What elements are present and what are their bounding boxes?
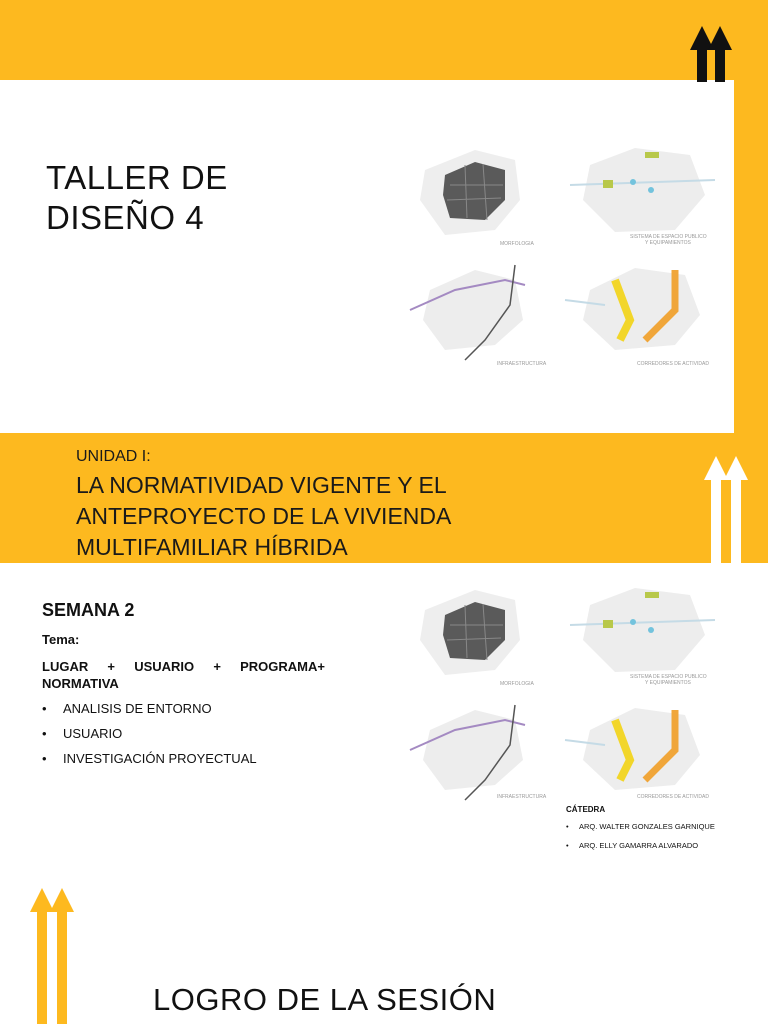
- list-item: • ANALISIS DE ENTORNO: [42, 701, 212, 716]
- unit-title: [76, 470, 496, 563]
- double-arrow-icon-yellow: [26, 882, 78, 1024]
- list-item: • ARQ. ELLY GAMARRA ALVARADO: [566, 841, 699, 850]
- map-label-morphology: MORFOLOGIA: [500, 241, 534, 247]
- list-item: • USUARIO: [42, 726, 123, 741]
- week-heading: SEMANA 2: [42, 600, 135, 620]
- title-line-2: DISEÑO 4: [46, 199, 205, 236]
- unit-title-line-1: LA NORMATIVIDAD VIGENTE Y EL: [76, 472, 447, 498]
- list-item: • ARQ. WALTER GONZALES GARNIQUE: [566, 822, 715, 831]
- infrastructure-map: [410, 265, 547, 367]
- topic-word: PROGRAMA+: [240, 659, 325, 674]
- faculty-label: CÁTEDRA: [566, 805, 606, 814]
- map-label-infrastructure: INFRAESTRUCTURA: [497, 361, 547, 367]
- topic-label: Tema:: [42, 632, 80, 647]
- topic-line-2: NORMATIVA: [42, 676, 119, 691]
- unit-title-line-2: ANTEPROYECTO DE LA VIVIENDA: [76, 503, 452, 529]
- double-arrow-icon-white: [700, 450, 752, 563]
- map-label-infrastructure: INFRAESTRUCTURA: [497, 794, 547, 800]
- public-space-map: [570, 588, 715, 686]
- map-label-corridors: CORREDORES DE ACTIVIDAD: [637, 794, 709, 800]
- map-label-morphology: MORFOLOGIA: [500, 681, 534, 687]
- topic-word: +: [213, 659, 221, 674]
- activity-corridors-map: [565, 708, 709, 800]
- unit-label: UNIDAD I:: [76, 448, 151, 465]
- double-arrow-icon: [686, 20, 736, 82]
- faculty-list: [566, 822, 715, 860]
- topic-word: USUARIO: [134, 659, 195, 674]
- slide-1-title: [46, 158, 228, 238]
- map-label-equipment: Y EQUIPAMIENTOS: [645, 240, 691, 246]
- unit-title-line-3: MULTIFAMILIAR HÍBRIDA: [76, 534, 348, 560]
- urban-maps-figure-2: [405, 580, 725, 810]
- topic-text: [42, 658, 325, 692]
- map-label-equipment: Y EQUIPAMIENTOS: [645, 680, 691, 686]
- urban-maps-figure: [405, 140, 725, 370]
- title-line-1: TALLER DE: [46, 159, 228, 196]
- topic-bullet-list: [42, 700, 257, 775]
- infrastructure-map: [410, 705, 547, 800]
- topic-word: LUGAR: [42, 659, 89, 674]
- slide-4-title: LOGRO DE LA SESIÓN: [153, 982, 497, 1017]
- morphology-map: [420, 590, 535, 687]
- list-item: • INVESTIGACIÓN PROYECTUAL: [42, 751, 257, 766]
- map-label-corridors: CORREDORES DE ACTIVIDAD: [637, 361, 709, 367]
- public-space-map: [570, 148, 715, 246]
- map-label-public-space: SISTEMA DE ESPACIO PUBLICO: [630, 234, 707, 240]
- map-label-public-space: SISTEMA DE ESPACIO PUBLICO: [630, 674, 707, 680]
- topic-line-1: [42, 658, 325, 675]
- morphology-map: [420, 150, 535, 247]
- topic-word: +: [107, 659, 115, 674]
- activity-corridors-map: [565, 268, 709, 367]
